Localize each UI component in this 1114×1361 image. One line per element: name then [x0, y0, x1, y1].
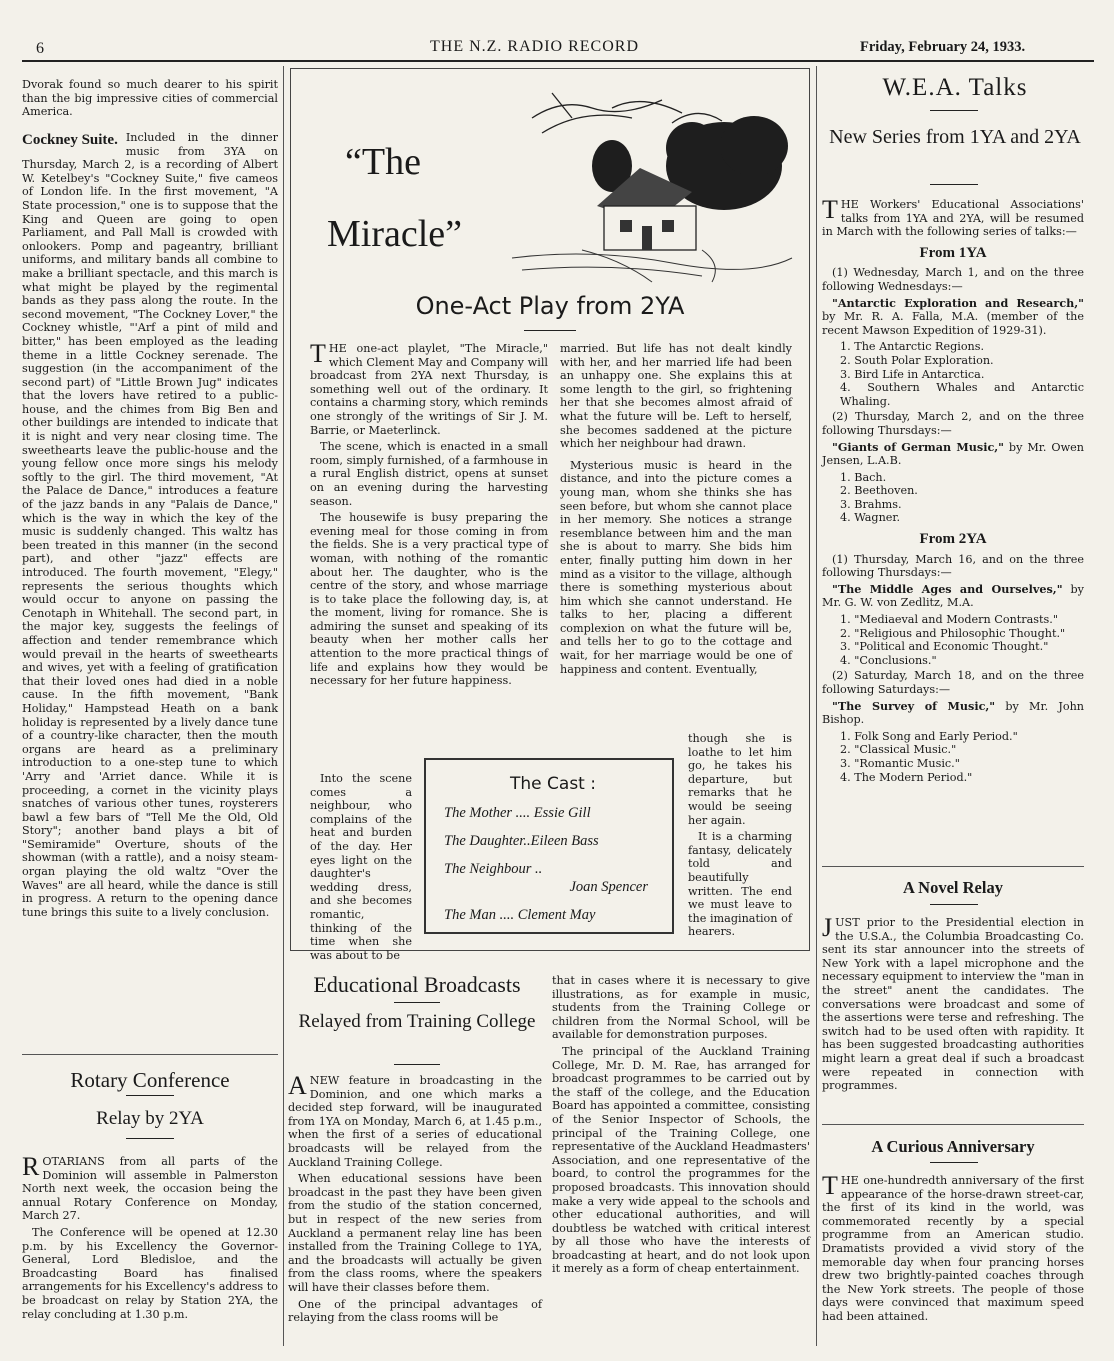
- rotary-drop-cap: R: [22, 1152, 40, 1181]
- list-item: 4. Wagner.: [840, 511, 901, 525]
- wea-title: W.E.A. Talks: [882, 74, 1028, 101]
- page-number: 6: [36, 40, 44, 57]
- rotary-subtitle: Relay by 2YA: [96, 1108, 204, 1129]
- miracle-title-line2: Miracle”: [327, 213, 463, 255]
- miracle-paragraph-4: Into the scene comes a neighbour, who complains of the heat and burden of the day. Her eyes light on the daughter's wedding dress, and she becomes romantic, thinking of the time when she was about to be: [310, 772, 412, 962]
- wea-series-4-title: "The Survey of Music,": [832, 698, 996, 713]
- novel-relay-rule: [930, 904, 978, 905]
- miracle-paragraph-2: The scene, which is enacted in a small room, simply furnished, of a farmhouse in a rural English district, opens at sunset on an evening during the harvesting season.: [310, 440, 548, 508]
- educational-paragraph-2: When educational sessions have been broadcast in the past they have been given from the studio of the station concerned, but in respect of the new series from Auckland a permanent relay line has been installed from the Training College to 1YA, and the broadcasts will actually be given from the class rooms, where the speakers will have their classes before them.: [288, 1172, 542, 1294]
- list-item: 2. "Religious and Philosophic Thought.": [840, 626, 1066, 640]
- novel-relay-drop-cap: J: [822, 913, 833, 942]
- rotary-article: [22, 1152, 278, 1324]
- wea-series-4-list: [840, 730, 1084, 784]
- wea-series-1-title: "Antarctic Exploration and Research,": [832, 295, 1084, 310]
- cast-daughter: The Daughter..Eileen Bass: [444, 833, 599, 849]
- educational-title-rule: [394, 1002, 440, 1003]
- list-item: 4. Southern Whales and Antarctic Whaling.: [840, 381, 1084, 408]
- wea-drop-cap: T: [822, 195, 838, 224]
- educational-title: Educational Broadcasts: [313, 972, 521, 997]
- issue-date: Friday, February 24, 1933.: [860, 39, 1026, 55]
- list-item: 3. Brahms.: [840, 497, 902, 511]
- wea-series-3-by: by Mr. G. W. von Zedlitz, M.A.: [822, 582, 1084, 610]
- wea-series-1-intro: (1) Wednesday, March 1, and on the three following Wednesdays:—: [822, 266, 1084, 293]
- list-item: 4. The Modern Period.": [840, 770, 973, 784]
- dvorak-lead: [22, 78, 278, 122]
- list-item: 1. Folk Song and Early Period.": [840, 729, 1018, 743]
- miracle-paragraph-3: The housewife is busy preparing the evening meal for those coming in from the fields. She is a very practical type of woman, with nothing of the romantic about her. The daughter, who is the centre of the story, and whose marriage is to take place the following day, is, at the moment, living for romance. She is admiring the sunset and speaking of its beauty when her mother calls her attention to the more practical things of life and explains how they would be necessary for her future happiness.: [310, 511, 548, 688]
- wea-series-3-intro: (1) Thursday, March 16, and on the three following Thursdays:—: [822, 552, 1084, 580]
- wea-series-1-list: [840, 340, 1084, 408]
- educational-paragraph-1: NEW feature in broadcasting in the Dominion, and one which marks a decided step forward, will be inaugurated from 1YA on Monday, March 6, at 1.45 p.m., when the first of a series of educational broadcasts will be relayed from the Auckland Training College.: [288, 1074, 542, 1169]
- column-rule-right: [816, 66, 817, 1346]
- rotary-paragraph-2: The Conference will be opened at 12.30 p.m. by his Excellency the Governor-General, Lord Bledisloe, and the Broadcasting Board has finalised arrangements for his Excellency's address to be broadcast on relay by Station 2YA, the relay concluding at 1.30 p.m.: [22, 1225, 278, 1321]
- wea-series-2-intro: (2) Thursday, March 2, and on the three following Thursdays:—: [822, 410, 1084, 437]
- novel-relay-title: A Novel Relay: [903, 878, 1003, 897]
- list-item: 2. Beethoven.: [840, 484, 918, 498]
- miracle-title-line1: “The: [345, 141, 421, 183]
- miracle-paragraph-5: married. But life has not dealt kindly with her, and her married life had been an unhappy one. She explains this at some length to the girl, so frightening her that she becomes almost afraid of what the future will be. Left to herself, she becomes saddened at the picture which her neighbour had drawn.: [560, 342, 792, 451]
- educational-column-1: [288, 1071, 542, 1328]
- educational-paragraph-4: that in cases where it is necessary to give illustrations, as for example in music, students from the Training College or children from the Normal School, will be available for demonstration purposes.: [552, 974, 810, 1042]
- miracle-column-2-narrow: [688, 732, 792, 942]
- curious-anniversary-article: [822, 1171, 1084, 1327]
- masthead: THE N.Z. RADIO RECORD: [430, 38, 639, 55]
- wea-series-2-title: "Giants of German Music,": [832, 439, 1004, 454]
- miracle-subtitle-rule: [524, 330, 576, 331]
- cast-neighbour-actor: Joan Spencer: [569, 879, 648, 895]
- curious-anniversary-title: A Curious Anniversary: [871, 1137, 1035, 1156]
- miracle-column-1: [310, 339, 548, 691]
- list-item: 2. South Polar Exploration.: [840, 353, 994, 367]
- wea-from-2ya: From 2YA: [919, 531, 987, 548]
- rotary-title-rule: [126, 1095, 174, 1096]
- list-item: 3. "Romantic Music.": [840, 756, 960, 770]
- list-item: 4. "Conclusions.": [840, 653, 937, 667]
- educational-drop-cap: A: [288, 1071, 307, 1100]
- educational-subtitle-rule: [394, 1064, 440, 1065]
- cast-mother: The Mother .... Essie Gill: [444, 805, 591, 821]
- cockney-suite-article: [22, 131, 278, 922]
- list-item: 3. Bird Life in Antarctica.: [840, 367, 985, 381]
- educational-paragraph-3: One of the principal advantages of relaying from the class rooms will be: [288, 1297, 542, 1325]
- cockney-paragraph: Included in the dinner music from 3YA on Thursday, March 2, is a recording of Albert W. Ketelbey's "Cockney Suite," five cameos of London life. In the first movement, "A State procession," one is to suppose that the King and Queen are going to open Parliament, and Pall Mall is crowded with onlookers. Pomp and pageantry, brilliant uniforms, and military bands all combine to make a brilliant spectacle, and this march is what might be played by the regimental bands as they pass along the route. In the second movement, "The Cockney Lover," the Cockney whistle, "'Arf a pint of mild and bitter," has been employed as the leading theme in a little Cockney serenade. The suggestion (in the accompaniment of the second part) of "Little Brown Jug" indicates that the lovers have retired to a public-house, and the chimes from Big Ben and other buildings are intended to indicate that it is night and very near closing time. The sweethearts leave the public-house and the young fellow once more sings his melody softly to the girl. The third movement, "At the Palace de Dance," introduces a feature of the jazz bands in any "Palais de Dance," which is the way in which the key of the music is suddenly changed. This waltz has been treated in this manner (in the second part), and other "jazz" effects are introduced. The fourth movement, "Elegy," represents the serious thoughts which would occur to anyone on passing the Cenotaph in Whitehall. The second part, in the major key, suggests the feelings of affection and tender remembrance which would prevail in the hearts of sweethearts and wives, yet with a feeling of gratification that their loved ones had died in a noble cause. In the fifth movement, "Bank Holiday," Hampstead Heath on a bank holiday is represented by a lively dance tune of a country-like character, then the mouth organs are heard as a preliminary introduction to a one-step tune to which 'Arry and 'Arriet dance. While it is proceeding, a cornet in the vicinity plays snatches of various other tunes, roysterers bawl a few bars of "Tell Me the Old, Old Story"; another band plays a bit of "Semiramide" Overture, shouts of the showman (with a rattle), and a noisy steam-organ playing the old waltz "Over the Waves" are all heard, while the dance is still in progress. A return to the opening dance tune brings this suite to a lively conclusion.: [22, 131, 278, 919]
- cast-man: The Man .... Clement May: [444, 907, 596, 923]
- miracle-drop-cap: T: [310, 339, 326, 368]
- cockney-heading: Cockney Suite.: [22, 132, 118, 148]
- miracle-paragraph-1: HE one-act playlet, "The Miracle," which Clement May and Company will broadcast from 2YA next Thursday, is something well out of the ordinary. It contains a charming story, which reminds one strongly of the writings of Sir J. M. Barrie, or Maeterlinck.: [310, 342, 548, 437]
- novel-relay-article: [822, 913, 1084, 1096]
- cottage-illustration: [492, 88, 798, 286]
- miracle-paragraph-7: though she is loathe to let him go, he takes his departure, but remarks that he would be seeing her again.: [688, 732, 792, 827]
- rule-before-curious: [822, 1124, 1084, 1125]
- list-item: 1. "Mediaeval and Modern Contrasts.": [840, 613, 1058, 627]
- page-header: [22, 38, 1094, 62]
- educational-column-2: [552, 974, 810, 1279]
- rotary-title: Rotary Conference: [70, 1068, 230, 1092]
- wea-series-1-by: by Mr. R. A. Falla, M.A. (member of the recent Mawson Expedition of 1929-31).: [822, 310, 1084, 337]
- cast-box: [424, 758, 674, 934]
- curious-text: HE one-hundredth anniversary of the first appearance of the horse-drawn street-car, the first of its kind in the world, was commemorated recently by a special programme from an American studio. Dramatists provided a vivid story of the memorable day when four prancing horses drew two brightly-painted coaches through the New York streets. The people of those days were convinced that maximum speed had been attained.: [822, 1174, 1084, 1323]
- wea-subtitle-rule: [930, 184, 978, 185]
- dvorak-text: Dvorak found so much dearer to his spirit than the big impressive cities of commercial America.: [22, 78, 278, 119]
- cast-heading: The Cast :: [510, 774, 596, 794]
- miracle-column-2: [560, 342, 792, 679]
- wea-series-4-intro: (2) Saturday, March 18, and on the three following Saturdays:—: [822, 669, 1084, 696]
- list-item: 3. "Political and Economic Thought.": [840, 640, 1049, 654]
- wea-series-3-title: "The Middle Ages and Ourselves,": [832, 581, 1063, 596]
- wea-series-2-by: by Mr. Owen Jensen, L.A.B.: [822, 440, 1084, 468]
- wea-series-2-list: [840, 471, 1084, 525]
- wea-subtitle: New Series from 1YA and 2YA: [829, 126, 1081, 148]
- cast-neighbour: The Neighbour ..: [444, 861, 543, 877]
- wea-series-3-list: [840, 613, 1084, 667]
- list-item: 1. Bach.: [840, 470, 887, 484]
- wea-from-1ya: From 1YA: [919, 244, 987, 261]
- rotary-subtitle-rule: [126, 1138, 174, 1139]
- miracle-paragraph-6: Mysterious music is heard in the distance, and into the picture comes a young man, whom she thinks she has seen before, but whom she cannot place in her memory. She notices a strange resemblance between him and the man she is about to marry. She bids him enter, finally putting him down in her mind as a visitor to the village, although there is something mysterious about him which she cannot understand. He talks to her, placing a different complexion on what the future will be, and tells her to go to the cottage and wait, for her marriage would be one of happiness and content. Eventually,: [560, 458, 792, 676]
- list-item: 2. "Classical Music.": [840, 743, 957, 757]
- rule-before-rotary: [22, 1054, 278, 1055]
- wea-series-4-by: by Mr. John Bishop.: [822, 699, 1084, 727]
- list-item: 1. The Antarctic Regions.: [840, 340, 985, 354]
- novel-relay-text: UST prior to the Presidential election in the U.S.A., the Columbia Broadcasting Co. sent its star announcer into the streets of New York with a lapel microphone and the necessary equipment to interview the "man in the street" anent the candidates. The conversations were broadcast and some of the assertions were terse and refreshing. The switch had to be used often with rapidity. It has been suggested broadcasting authorities might learn a great deal if such a broadcast were repeated in connection with programmes.: [822, 916, 1084, 1093]
- educational-subtitle: Relayed from Training College: [298, 1011, 536, 1032]
- wea-intro: HE Workers' Educational Associations' talks from 1YA and 2YA, will be resumed in March with the following series of talks:—: [822, 198, 1084, 239]
- rule-before-novel-relay: [822, 866, 1084, 867]
- rotary-paragraph-1: OTARIANS from all parts of the Dominion will assemble in Palmerston North next week, the occasion being the annual Rotary Conference on Monday, March 27.: [22, 1155, 278, 1223]
- curious-drop-cap: T: [822, 1171, 838, 1200]
- miracle-paragraph-8: It is a charming fantasy, delicately told and beautifully written. The end we must leave to the imagination of hearers.: [688, 830, 792, 939]
- column-rule-left: [283, 66, 284, 1346]
- curious-anniversary-rule: [930, 1162, 978, 1163]
- educational-paragraph-5: The principal of the Auckland Training College, Mr. D. M. Rae, has arranged for broadcast programmes to be carried out by the staff of the college, and the Education Board has appointed a committee, consisting of the Senior Inspector of Schools, the principal of the Training College, one representative of the Auckland Headmasters' Association, and one representative of the board, to control the programmes for the proposed broadcasts. This innovation should make a very wide appeal to the schools and other educational authorities, and will doubtless be watched with critical interest by all those who have the interests of broadcasting at heart, and do not look upon it merely as a form of cheap entertainment.: [552, 1044, 810, 1276]
- wea-article: [822, 195, 1084, 786]
- wea-title-rule: [930, 110, 978, 111]
- miracle-subtitle: One-Act Play from 2YA: [415, 292, 685, 320]
- miracle-column-1-narrow: [310, 772, 412, 965]
